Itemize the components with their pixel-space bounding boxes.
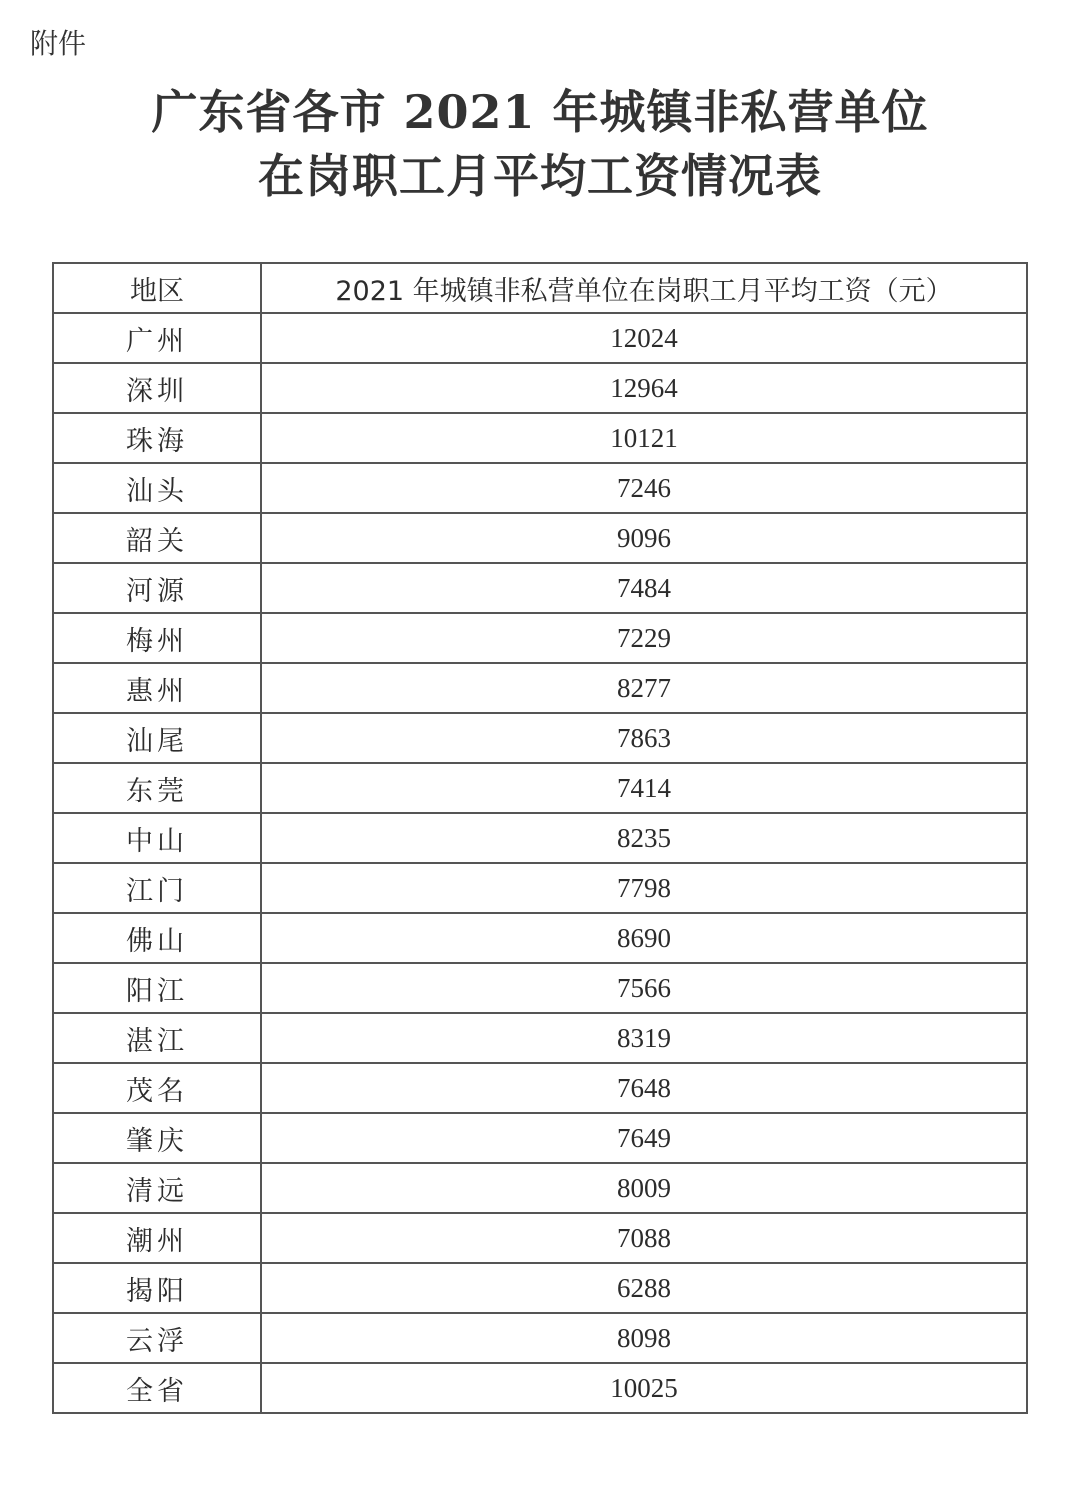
table-row [53,313,1027,363]
region-cell: 韶关 [53,513,261,563]
table-row-total [53,1363,1027,1413]
region-cell: 云浮 [53,1313,261,1363]
region-cell: 湛江 [53,1013,261,1063]
wage-cell: 8235 [261,813,1027,863]
region-cell: 东莞 [53,763,261,813]
wage-cell: 7246 [261,463,1027,513]
table-row [53,1213,1027,1263]
table-row [53,363,1027,413]
wage-cell: 9096 [261,513,1027,563]
region-cell: 梅州 [53,613,261,663]
region-cell: 河源 [53,563,261,613]
table-row [53,563,1027,613]
region-cell: 肇庆 [53,1113,261,1163]
region-cell-total: 全省 [53,1363,261,1413]
wage-cell: 8277 [261,663,1027,713]
region-cell: 广州 [53,313,261,363]
wage-cell: 8098 [261,1313,1027,1363]
table-header-row [53,263,1027,313]
table-row [53,1313,1027,1363]
region-cell: 清远 [53,1163,261,1213]
wage-cell: 12024 [261,313,1027,363]
table-row [53,1113,1027,1163]
table-row [53,813,1027,863]
wage-table [52,262,1028,1414]
wage-cell: 7414 [261,763,1027,813]
attachment-label: 附件 [30,27,87,60]
header-average-wage: 2021 年城镇非私营单位在岗职工月平均工资（元） [261,263,1027,313]
wage-cell: 7088 [261,1213,1027,1263]
table-row [53,1163,1027,1213]
region-cell: 深圳 [53,363,261,413]
table-row [53,1263,1027,1313]
region-cell: 佛山 [53,913,261,963]
table-row [53,763,1027,813]
wage-cell: 12964 [261,363,1027,413]
table-row [53,863,1027,913]
table-row [53,513,1027,563]
page-title-line-1: 广东省各市 2021 年城镇非私营单位 [151,85,929,139]
wage-cell: 8009 [261,1163,1027,1213]
region-cell: 茂名 [53,1063,261,1113]
header-region: 地区 [53,263,261,313]
region-cell: 汕尾 [53,713,261,763]
table-row [53,1063,1027,1113]
table-row [53,663,1027,713]
page-title-line-2: 在岗职工月平均工资情况表 [258,149,822,203]
wage-cell: 7648 [261,1063,1027,1113]
wage-cell: 7566 [261,963,1027,1013]
table-row [53,913,1027,963]
table-row [53,413,1027,463]
wage-cell: 7798 [261,863,1027,913]
region-cell: 中山 [53,813,261,863]
table-row [53,963,1027,1013]
region-cell: 汕头 [53,463,261,513]
region-cell: 揭阳 [53,1263,261,1313]
table-row [53,713,1027,763]
wage-cell: 7484 [261,563,1027,613]
wage-cell: 7649 [261,1113,1027,1163]
wage-cell: 10121 [261,413,1027,463]
region-cell: 珠海 [53,413,261,463]
table-row [53,1013,1027,1063]
wage-cell: 7229 [261,613,1027,663]
wage-cell-total: 10025 [261,1363,1027,1413]
table-row [53,613,1027,663]
table-row [53,463,1027,513]
wage-cell: 7863 [261,713,1027,763]
region-cell: 潮州 [53,1213,261,1263]
wage-cell: 8319 [261,1013,1027,1063]
region-cell: 惠州 [53,663,261,713]
wage-cell: 6288 [261,1263,1027,1313]
wage-cell: 8690 [261,913,1027,963]
region-cell: 江门 [53,863,261,913]
region-cell: 阳江 [53,963,261,1013]
